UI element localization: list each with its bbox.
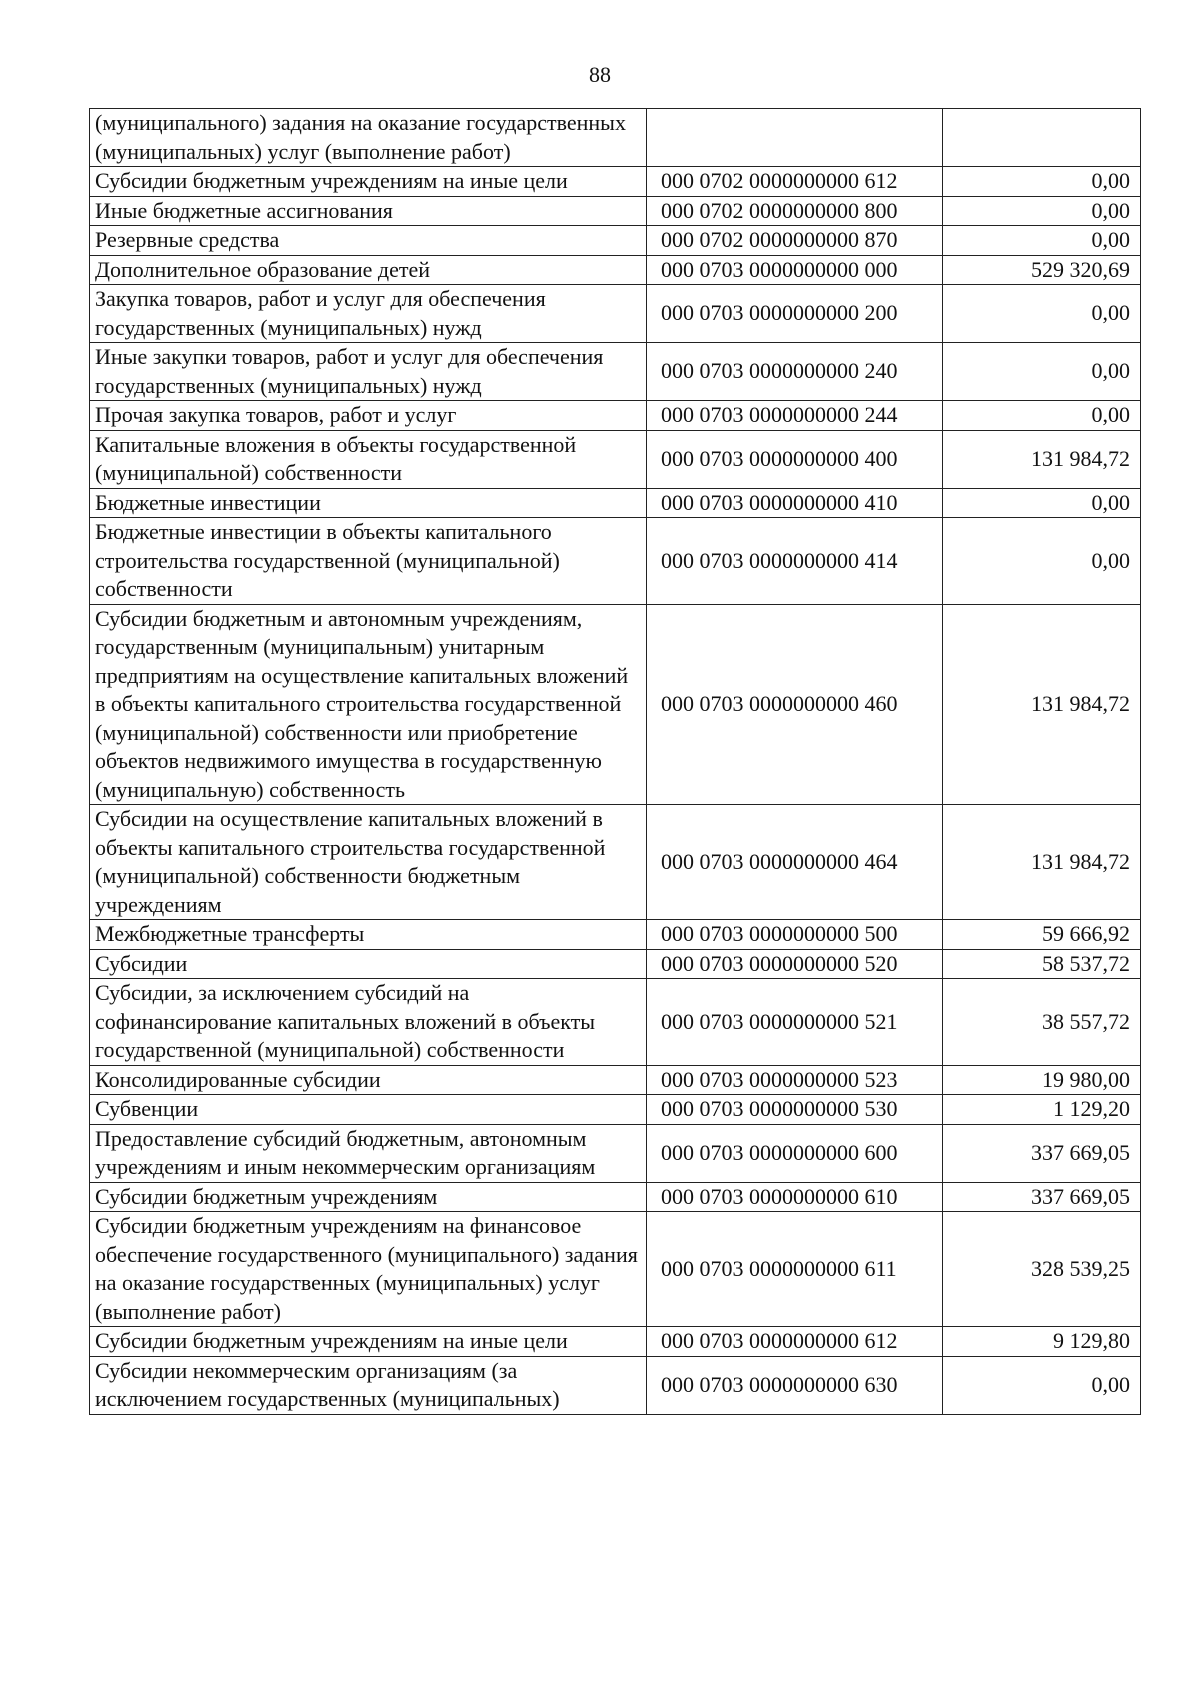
row-code-cell: 000 0703 0000000000 464 — [647, 805, 943, 920]
row-sum-cell: 0,00 — [943, 488, 1141, 518]
table-row — [90, 1182, 1141, 1212]
row-code-cell: 000 0703 0000000000 240 — [647, 343, 943, 401]
row-sum-cell: 19 980,00 — [943, 1065, 1141, 1095]
row-name-cell: Консолидированные субсидии — [90, 1065, 647, 1095]
row-sum-cell: 9 129,80 — [943, 1327, 1141, 1357]
row-code-cell: 000 0703 0000000000 500 — [647, 920, 943, 950]
table-row — [90, 518, 1141, 605]
table-row — [90, 255, 1141, 285]
table-row — [90, 979, 1141, 1066]
row-sum-cell: 0,00 — [943, 167, 1141, 197]
row-name-cell: Иные бюджетные ассигнования — [90, 196, 647, 226]
row-code-cell: 000 0703 0000000000 611 — [647, 1212, 943, 1327]
row-name-cell: Субсидии бюджетным учреждениям на иные цели — [90, 1327, 647, 1357]
row-code-cell: 000 0703 0000000000 530 — [647, 1095, 943, 1125]
row-name-cell: Субсидии — [90, 949, 647, 979]
row-code-cell: 000 0703 0000000000 000 — [647, 255, 943, 285]
table-row — [90, 401, 1141, 431]
table-row — [90, 109, 1141, 167]
row-code-cell: 000 0703 0000000000 244 — [647, 401, 943, 431]
table-row — [90, 488, 1141, 518]
row-sum-cell: 0,00 — [943, 285, 1141, 343]
row-code-cell: 000 0703 0000000000 460 — [647, 604, 943, 805]
row-name-cell: Субсидии бюджетным учреждениям на финансовое обеспечение государственного (муниципального) задания на оказание государственных (муниципальных) услуг (выполнение работ) — [90, 1212, 647, 1327]
row-sum-cell: 0,00 — [943, 343, 1141, 401]
row-code-cell: 000 0702 0000000000 800 — [647, 196, 943, 226]
table-row — [90, 949, 1141, 979]
row-name-cell: Межбюджетные трансферты — [90, 920, 647, 950]
table-row — [90, 1212, 1141, 1327]
row-code-cell: 000 0703 0000000000 200 — [647, 285, 943, 343]
row-sum-cell: 58 537,72 — [943, 949, 1141, 979]
row-name-cell: Субсидии на осуществление капитальных вложений в объекты капитального строительства государственной (муниципальной) собственности бюджетным учреждениям — [90, 805, 647, 920]
row-name-cell: Предоставление субсидий бюджетным, автономным учреждениям и иным некоммерческим организациям — [90, 1124, 647, 1182]
row-sum-cell: 131 984,72 — [943, 604, 1141, 805]
row-name-cell: Субсидии некоммерческим организациям (за исключением государственных (муниципальных) — [90, 1356, 647, 1414]
row-code-cell: 000 0703 0000000000 612 — [647, 1327, 943, 1357]
row-sum-cell: 337 669,05 — [943, 1182, 1141, 1212]
table-row — [90, 604, 1141, 805]
table-row — [90, 167, 1141, 197]
row-name-cell: Резервные средства — [90, 226, 647, 256]
row-sum-cell: 59 666,92 — [943, 920, 1141, 950]
row-code-cell: 000 0703 0000000000 414 — [647, 518, 943, 605]
row-name-cell: Субсидии бюджетным учреждениям на иные цели — [90, 167, 647, 197]
row-sum-cell: 38 557,72 — [943, 979, 1141, 1066]
table-row — [90, 920, 1141, 950]
row-name-cell: (муниципального) задания на оказание государственных (муниципальных) услуг (выполнение работ) — [90, 109, 647, 167]
table-row — [90, 1124, 1141, 1182]
row-sum-cell — [943, 109, 1141, 167]
row-sum-cell: 0,00 — [943, 226, 1141, 256]
row-name-cell: Капитальные вложения в объекты государственной (муниципальной) собственности — [90, 430, 647, 488]
row-code-cell: 000 0703 0000000000 400 — [647, 430, 943, 488]
row-sum-cell: 0,00 — [943, 196, 1141, 226]
table-row — [90, 805, 1141, 920]
row-sum-cell: 131 984,72 — [943, 805, 1141, 920]
table-row — [90, 343, 1141, 401]
row-name-cell: Субсидии, за исключением субсидий на софинансирование капитальных вложений в объекты государственной (муниципальной) собственности — [90, 979, 647, 1066]
budget-table-body — [90, 109, 1141, 1415]
row-code-cell: 000 0703 0000000000 410 — [647, 488, 943, 518]
row-sum-cell: 0,00 — [943, 1356, 1141, 1414]
table-row — [90, 1095, 1141, 1125]
row-code-cell: 000 0703 0000000000 523 — [647, 1065, 943, 1095]
row-name-cell: Дополнительное образование детей — [90, 255, 647, 285]
row-sum-cell: 529 320,69 — [943, 255, 1141, 285]
row-sum-cell: 1 129,20 — [943, 1095, 1141, 1125]
row-code-cell: 000 0703 0000000000 521 — [647, 979, 943, 1066]
row-name-cell: Бюджетные инвестиции в объекты капитального строительства государственной (муниципальной) собственности — [90, 518, 647, 605]
table-row — [90, 1327, 1141, 1357]
row-code-cell: 000 0703 0000000000 520 — [647, 949, 943, 979]
row-code-cell: 000 0703 0000000000 610 — [647, 1182, 943, 1212]
table-row — [90, 1356, 1141, 1414]
row-sum-cell: 0,00 — [943, 401, 1141, 431]
row-sum-cell: 131 984,72 — [943, 430, 1141, 488]
row-name-cell: Субвенции — [90, 1095, 647, 1125]
row-code-cell: 000 0703 0000000000 600 — [647, 1124, 943, 1182]
row-sum-cell: 328 539,25 — [943, 1212, 1141, 1327]
row-sum-cell: 337 669,05 — [943, 1124, 1141, 1182]
row-code-cell: 000 0703 0000000000 630 — [647, 1356, 943, 1414]
row-name-cell: Субсидии бюджетным учреждениям — [90, 1182, 647, 1212]
budget-table — [89, 108, 1141, 1415]
table-row — [90, 196, 1141, 226]
row-name-cell: Прочая закупка товаров, работ и услуг — [90, 401, 647, 431]
row-code-cell — [647, 109, 943, 167]
row-name-cell: Бюджетные инвестиции — [90, 488, 647, 518]
row-code-cell: 000 0702 0000000000 612 — [647, 167, 943, 197]
table-row — [90, 430, 1141, 488]
row-name-cell: Иные закупки товаров, работ и услуг для обеспечения государственных (муниципальных) нужд — [90, 343, 647, 401]
row-name-cell: Субсидии бюджетным и автономным учреждениям, государственным (муниципальным) унитарным предприятиям на осуществление капитальных вложений в объекты капитального строительства государственной (муниципальной) собственности или приобретение объектов недвижимого имущества в государственную (муниципальную) собственность — [90, 604, 647, 805]
row-name-cell: Закупка товаров, работ и услуг для обеспечения государственных (муниципальных) нужд — [90, 285, 647, 343]
row-sum-cell: 0,00 — [943, 518, 1141, 605]
table-row — [90, 226, 1141, 256]
table-row — [90, 1065, 1141, 1095]
row-code-cell: 000 0702 0000000000 870 — [647, 226, 943, 256]
table-row — [90, 285, 1141, 343]
page-number: 88 — [589, 62, 611, 87]
